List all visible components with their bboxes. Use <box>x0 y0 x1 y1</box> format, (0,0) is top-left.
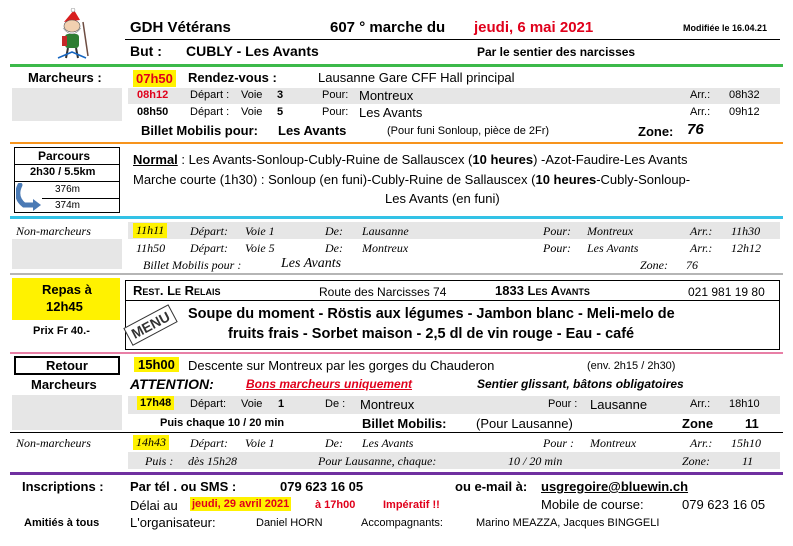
divider-pink <box>10 352 783 354</box>
retour-nm-puis-val: dès 15h28 <box>188 454 237 468</box>
train-de: De: <box>325 241 343 255</box>
retour-train-time: 17h48 <box>137 396 174 410</box>
org-label: L'organisateur: <box>130 515 216 530</box>
mobile-number: 079 623 16 05 <box>682 497 766 512</box>
train-time: 08h12 <box>137 89 169 101</box>
imperatif: Impératif !! <box>383 499 440 511</box>
train-from: Montreux <box>362 241 409 255</box>
retour-nm-dep: Départ: <box>190 436 228 450</box>
deadline: jeudi, 29 avril 2021 <box>192 498 290 510</box>
train-voie: Voie 1 <box>245 224 275 238</box>
train-arr-label: Arr.: <box>690 89 711 101</box>
rdv-label: Rendez-vous : <box>188 70 277 85</box>
short-text-a: Marche courte (1h30) : Sonloup (en funi)-Cubly-Ruine de Sallauscex ( <box>133 172 536 187</box>
retour-nm-voie: Voie 1 <box>245 436 275 450</box>
restaurant-line <box>126 300 779 301</box>
amities: Amitiés à tous <box>24 517 100 529</box>
retour-desc: Descente sur Montreux par les gorges du Chauderon <box>188 358 495 373</box>
retour-nm-freq: 10 / 20 min <box>508 454 563 468</box>
retour-nm-zone-label: Zone: <box>682 454 710 468</box>
attention: ATTENTION: <box>130 376 214 392</box>
retour-pour: Pour : <box>548 398 578 410</box>
divider-cyan <box>10 216 783 219</box>
delai-label: Délai au <box>130 498 178 513</box>
menu-tag: MENU <box>123 304 178 346</box>
menu-line-1: Soupe du moment - Röstis aux légumes - Jambon blanc - Meli-melo de <box>188 306 675 322</box>
email-label: ou e-mail à: <box>455 479 528 494</box>
train-dep: Départ : <box>190 89 230 101</box>
train-time: 11h11 <box>133 223 167 238</box>
good-walkers: Bons marcheurs uniquement <box>246 377 413 391</box>
repas-label-2: 12h45 <box>46 299 83 314</box>
train-arr: 09h12 <box>729 106 760 118</box>
meet-time: 07h50 <box>133 70 176 87</box>
parcours-line-2 <box>15 181 119 182</box>
org-name: Daniel HORN <box>256 517 323 529</box>
walk-date: jeudi, 6 mai 2021 <box>474 19 594 36</box>
train-time: 08h50 <box>137 106 169 118</box>
parcours-duration: 2h30 / 5.5km <box>30 166 96 178</box>
zone-value: 76 <box>687 121 704 138</box>
destination: CUBLY - Les Avants <box>186 43 319 59</box>
parcours-short-2: Les Avants (en funi) <box>385 191 500 206</box>
ticket-dest: Les Avants <box>278 123 347 138</box>
modified-date: Modifiée le 16.04.21 <box>683 23 768 33</box>
train-arr: 08h32 <box>729 89 760 101</box>
inscriptions-label: Inscriptions : <box>22 479 104 494</box>
par-tel: Par tél . ou SMS : <box>130 479 237 494</box>
nm-row-shade-left <box>12 239 122 269</box>
parcours-line-3 <box>42 198 119 199</box>
restaurant-phone: 021 981 19 80 <box>688 285 765 299</box>
deadline-time: à 17h00 <box>315 499 356 511</box>
retour-nm-arr: 15h10 <box>731 436 761 450</box>
retour-arr: 18h10 <box>729 398 760 410</box>
rdv-place: Lausanne Gare CFF Hall principal <box>318 70 515 85</box>
repas-label-1: Repas à <box>42 282 92 297</box>
ticket-label: Billet Mobilis pour: <box>141 123 258 138</box>
mascot-logo <box>50 8 98 60</box>
ticket-note: (Pour funi Sonloup, pièce de 2Fr) <box>387 125 550 137</box>
walk-number: 607 ° marche du <box>330 19 446 36</box>
train-de: De: <box>325 224 343 238</box>
short-bold: 10 heures <box>535 172 597 187</box>
retour-dest: Lausanne <box>590 397 648 412</box>
retour-nm-pour-laus: Pour Lausanne, chaque: <box>318 454 437 468</box>
train-arr-label: Arr.: <box>690 241 713 255</box>
train-arr-label: Arr.: <box>690 106 711 118</box>
train-from: Lausanne <box>362 224 409 238</box>
menu-line-2: fruits frais - Sorbet maison - 2,5 dl de vin rouge - Eau - café <box>228 326 635 342</box>
train-voie-label: Voie <box>241 106 263 118</box>
restaurant-address: Route des Narcisses 74 <box>319 285 447 299</box>
non-marcheurs-label: Non-marcheurs <box>16 224 91 238</box>
train-dest: Montreux <box>359 88 414 103</box>
warning: Sentier glissant, bâtons obligatoires <box>477 377 684 391</box>
retour-duration: (env. 2h15 / 2h30) <box>587 360 676 372</box>
divider-green <box>10 64 783 67</box>
normal-text-a: : Les Avants-Sonloup-Cubly-Ruine de Sallauscex ( <box>177 152 473 167</box>
train-arr: 12h12 <box>731 241 761 255</box>
parcours-short <box>133 172 690 187</box>
retour-zone-label: Zone <box>682 416 714 431</box>
short-text-b: -Cubly-Sonloup- <box>596 172 691 187</box>
train-pour: Pour: <box>322 89 349 101</box>
train-time: 11h50 <box>136 241 166 255</box>
footer-phone: 079 623 16 05 <box>280 479 364 494</box>
train-dep: Départ: <box>190 241 228 255</box>
retour-nm-label: Non-marcheurs <box>16 436 91 450</box>
nm-zone-label: Zone: <box>640 258 668 272</box>
train-dest: Les Avants <box>359 105 423 120</box>
restaurant-city: 1833 Les Avants <box>495 283 590 298</box>
elevation-arrow-icon <box>16 183 42 211</box>
nm-ticket-dest: Les Avants <box>281 256 342 271</box>
train-dest: Montreux <box>587 224 634 238</box>
retour-ticket-label: Billet Mobilis: <box>362 416 447 431</box>
retour-nm-time: 14h43 <box>133 435 169 450</box>
retour-row-shade-left <box>12 395 122 430</box>
group-name: GDH Vétérans <box>130 19 231 36</box>
retour-nm-from: Les Avants <box>362 436 414 450</box>
retour-voie-label: Voie <box>241 398 263 410</box>
normal-label: Normal <box>133 152 178 167</box>
train-voie-label: Voie <box>241 89 263 101</box>
email-link[interactable]: usgregoire@bluewin.ch <box>541 479 689 494</box>
nm-zone: 76 <box>686 258 698 272</box>
retour-nm-pour: Pour : <box>543 436 574 450</box>
marcheurs-label: Marcheurs : <box>28 70 102 85</box>
repas-price: Prix Fr 40.- <box>33 325 90 337</box>
retour-nm-arr-label: Arr.: <box>690 436 713 450</box>
retour-marcheurs-label: Marcheurs <box>31 377 97 392</box>
train-voie: 3 <box>277 89 284 101</box>
nm-ticket-label: Billet Mobilis pour : <box>143 258 242 272</box>
train-dep: Départ: <box>190 224 228 238</box>
train-dest: Les Avants <box>587 241 639 255</box>
parcours-line <box>15 164 119 165</box>
train-voie: Voie 5 <box>245 241 275 255</box>
retour-from: Montreux <box>360 397 415 412</box>
normal-text-b: ) -Azot-Faudire-Les Avants <box>533 152 688 167</box>
retour-time: 15h00 <box>134 357 179 372</box>
train-pour: Pour: <box>322 106 349 118</box>
header-underline <box>125 39 780 40</box>
route-note: Par le sentier des narcisses <box>477 45 636 59</box>
retour-freq: Puis chaque 10 / 20 min <box>160 417 285 429</box>
ascent: 376m <box>55 184 81 195</box>
marcheurs-shade <box>12 88 122 121</box>
divider-orange <box>10 142 783 144</box>
zone-label: Zone: <box>638 124 674 139</box>
retour-ticket-note: (Pour Lausanne) <box>476 416 573 431</box>
train-pour: Pour: <box>543 241 571 255</box>
retour-nm-zone: 11 <box>742 454 754 468</box>
train-voie: 5 <box>277 106 284 118</box>
acc-label: Accompagnants: <box>361 517 443 529</box>
train-arr: 11h30 <box>731 224 761 238</box>
train-arr-label: Arr.: <box>690 224 713 238</box>
retour-de: De : <box>325 398 346 410</box>
retour-nm-puis: Puis : <box>145 454 174 468</box>
train-dep: Départ : <box>190 106 230 118</box>
retour-voie: 1 <box>278 398 285 410</box>
acc-names: Marino MEAZZA, Jacques BINGGELI <box>476 517 660 529</box>
restaurant-name: Rest. Le Relais <box>133 283 221 298</box>
train-pour: Pour: <box>543 224 571 238</box>
descent: 374m <box>55 200 81 211</box>
parcours-normal <box>133 152 687 167</box>
divider-purple <box>10 472 783 475</box>
divider-gray <box>10 273 783 275</box>
but-label: But : <box>130 43 162 59</box>
retour-nm-de: De: <box>325 436 343 450</box>
normal-bold: 10 heures <box>472 152 534 167</box>
divider-thin-1 <box>10 432 783 433</box>
retour-label: Retour <box>14 356 120 375</box>
retour-nm-dest: Montreux <box>590 436 637 450</box>
mobile-label: Mobile de course: <box>541 497 644 512</box>
parcours-title: Parcours <box>38 149 91 163</box>
retour-dep: Départ: <box>190 398 227 410</box>
retour-arr-label: Arr.: <box>690 398 711 410</box>
retour-zone: 11 <box>745 416 759 431</box>
